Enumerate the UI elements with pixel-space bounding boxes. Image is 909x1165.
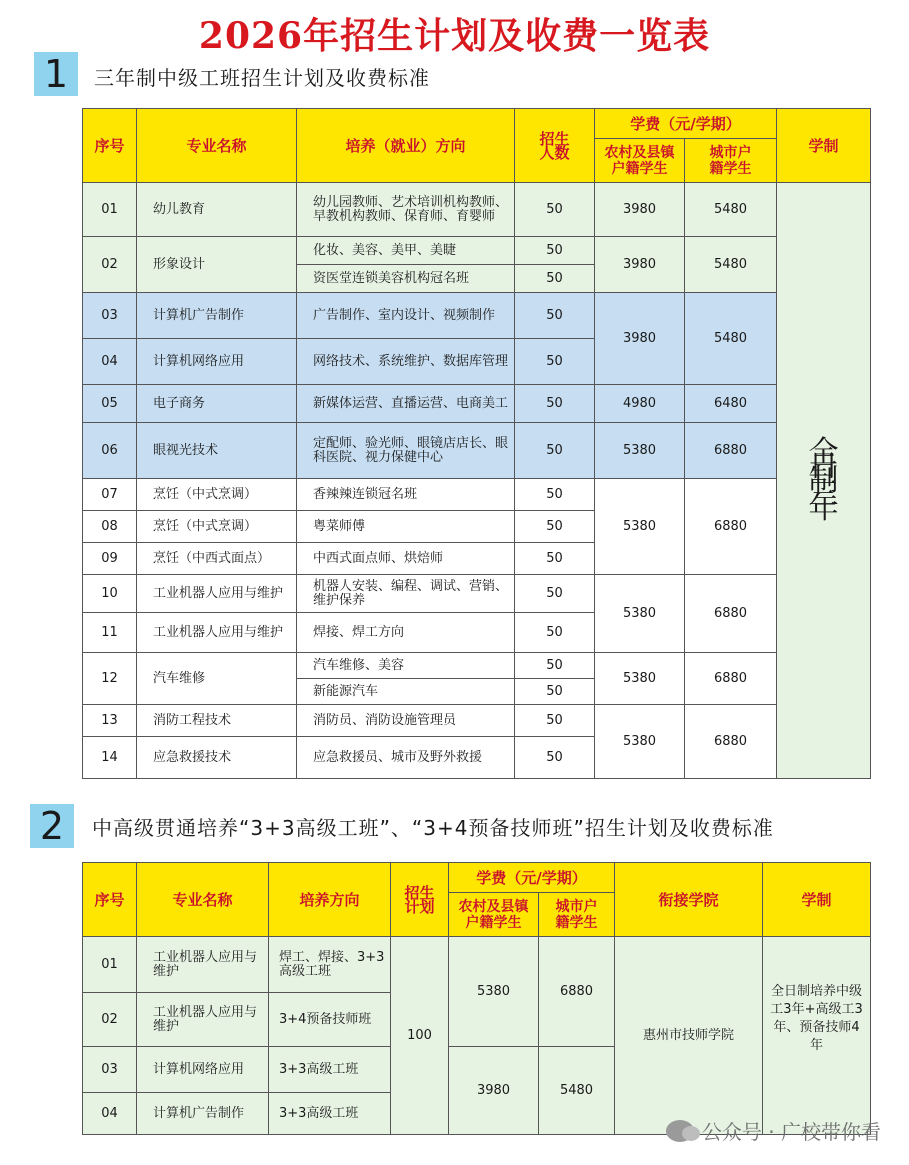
- table-row: 04 计算机广告制作 3+3高级工班: [83, 1093, 871, 1135]
- section-1-title: 三年制中级工班招生计划及收费标准: [94, 66, 430, 90]
- header-direction: 培养（就业）方向: [297, 109, 515, 183]
- table-row: 02 工业机器人应用与维护 3+4预备技师班: [83, 993, 871, 1047]
- table-row: 01 幼儿教育 幼儿园教师、艺术培训机构教师、早教机构教师、保育师、育婴师 50 3980 5480 全日制三年: [83, 183, 871, 237]
- section-1-table: [82, 108, 871, 779]
- header-rural: 农村及县镇 户籍学生: [449, 893, 539, 937]
- table-row: 04 计算机网络应用 网络技术、系统维护、数据库管理 50: [83, 339, 871, 385]
- system-cell: 全日制培养中级工3年+高级工3年、预备技师4年: [763, 937, 871, 1135]
- table-row: 01 工业机器人应用与维护 焊工、焊接、3+3高级工班 100 5380 6880 惠州市技师学院 全日制培养中级工3年+高级工3年、预备技师4年: [83, 937, 871, 993]
- header-city: 城市户 籍学生: [685, 139, 777, 183]
- header-quota: 招生 人数: [515, 109, 595, 183]
- table-row: 03 计算机广告制作 广告制作、室内设计、视频制作 50 3980 5480: [83, 293, 871, 339]
- header-city: 城市户 籍学生: [539, 893, 615, 937]
- watermark: [666, 1116, 881, 1145]
- header-fee: 学费（元/学期）: [595, 109, 777, 139]
- section-2-title: 中高级贯通培养“3+3高级工班”、“3+4预备技师班”招生计划及收费标准: [92, 816, 774, 840]
- table-row: 14 应急救援技术 应急救援员、城市及野外救援 50: [83, 737, 871, 779]
- table-row: 09 烹饪（中西式面点） 中西式面点师、烘焙师 50: [83, 543, 871, 575]
- header-seq: 序号: [83, 109, 137, 183]
- header-system: 学制: [763, 863, 871, 937]
- table-row: 06 眼视光技术 定配师、验光师、眼镜店店长、眼科医院、视力保健中心 50 5380 6880: [83, 423, 871, 479]
- header-major: 专业名称: [137, 109, 297, 183]
- page-title: 2026年招生计划及收费一览表: [198, 15, 711, 57]
- header-rural: 农村及县镇 户籍学生: [595, 139, 685, 183]
- table-row: 10 工业机器人应用与维护 机器人安装、编程、调试、营销、维护保养 50 5380 6880: [83, 575, 871, 613]
- header-fee: 学费（元/学期）: [449, 863, 615, 893]
- header-direction: 培养方向: [269, 863, 391, 937]
- header-college: 衔接学院: [615, 863, 763, 937]
- watermark-text: 公众号 · 广校带你看: [701, 1120, 881, 1144]
- wechat-icon: [666, 1120, 694, 1142]
- table-row: 02 形象设计 化妆、美容、美甲、美睫 50 3980 5480: [83, 237, 871, 265]
- table-row: 03 计算机网络应用 3+3高级工班 3980 5480: [83, 1047, 871, 1093]
- system-cell: 全日制三年: [777, 183, 871, 779]
- table-row: 新能源汽车 50: [83, 679, 871, 705]
- table-row: 13 消防工程技术 消防员、消防设施管理员 50 5380 6880: [83, 705, 871, 737]
- quota-cell: 100: [391, 937, 449, 1135]
- header-major: 专业名称: [137, 863, 269, 937]
- table-row: 资医堂连锁美容机构冠名班 50: [83, 265, 871, 293]
- table-row: 05 电子商务 新媒体运营、直播运营、电商美工 50 4980 6480: [83, 385, 871, 423]
- table-row: 11 工业机器人应用与维护 焊接、焊工方向 50: [83, 613, 871, 653]
- college-cell: 惠州市技师学院: [615, 937, 763, 1135]
- section-2-table: [82, 862, 871, 1135]
- header-quota: 招生 计划: [391, 863, 449, 937]
- table-row: 12 汽车维修 汽车维修、美容 50 5380 6880: [83, 653, 871, 679]
- section-2-number: 2: [30, 804, 74, 848]
- header-seq: 序号: [83, 863, 137, 937]
- section-1-number: 1: [34, 52, 78, 96]
- header-system: 学制: [777, 109, 871, 183]
- table-row: 07 烹饪（中式烹调） 香辣辣连锁冠名班 50 5380 6880: [83, 479, 871, 511]
- table-row: 08 烹饪（中式烹调） 粤菜师傅 50: [83, 511, 871, 543]
